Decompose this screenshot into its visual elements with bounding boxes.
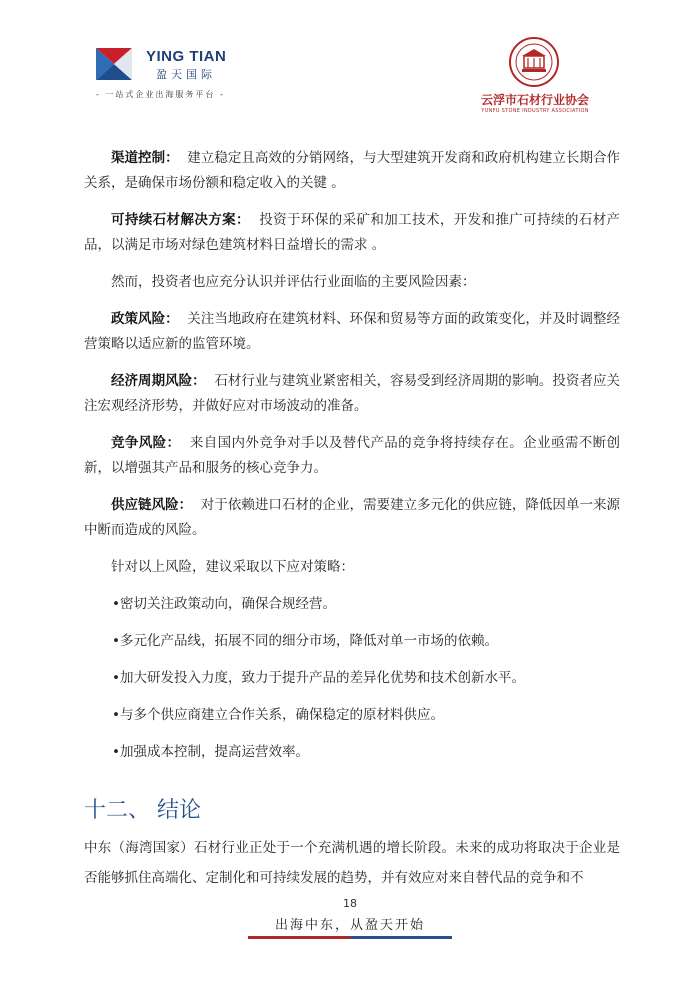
paragraph-economic-cycle-risk [84, 369, 620, 419]
paragraph-text: 建立稳定且高效的分销网络，与大型建筑开发商和政府机构建立长期合作关系，是确保市场份额和稳定收入的关键 。 [84, 150, 621, 191]
bullet-text: 与多个供应商建立合作关系，确保稳定的原材料供应。 [120, 707, 444, 723]
paragraph-label: 供应链风险： [111, 497, 193, 513]
yingtian-logo-mark [92, 44, 136, 84]
paragraph-text: 对于依赖进口石材的企业，需要建立多元化的供应链，降低因单一来源中断而造成的风险。 [84, 497, 621, 538]
paragraph-risk-intro [84, 270, 620, 295]
paragraph-strategy-intro [84, 555, 620, 580]
paragraph-text: 针对以上风险，建议采取以下应对策略： [111, 559, 354, 575]
paragraph-label: 可持续石材解决方案： [111, 212, 250, 228]
bullet-text: 多元化产品线，拓展不同的细分市场，降低对单一市场的依赖。 [120, 633, 498, 649]
paragraph-policy-risk [84, 307, 620, 357]
bullet-item [84, 592, 620, 617]
paragraph-sustainable-solutions [84, 208, 620, 258]
association-name-en: YUNFU STONE INDUSTRY ASSOCIATION [481, 108, 589, 114]
yingtian-slogan: - 一站式企业出海服务平台 - [96, 90, 225, 99]
paragraph-text: 来自国内外竞争对手以及替代产品的竞争将持续存在。企业亟需不断创新，以增强其产品和服务的核心竞争力。 [84, 435, 621, 476]
paragraph-text: 石材行业与建筑业紧密相关，容易受到经济周期的影响。投资者应关注宏观经济形势，并做好应对市场波动的准备。 [84, 373, 621, 414]
bullet-dot: • [112, 670, 120, 686]
bullet-dot: • [112, 744, 120, 760]
bullet-item [84, 740, 620, 765]
association-seal-icon [508, 36, 560, 88]
paragraph-label: 渠道控制： [111, 150, 179, 166]
bullet-dot: • [112, 633, 120, 649]
yingtian-logo [92, 42, 242, 100]
bullet-dot: • [112, 707, 120, 723]
paragraph-text: 关注当地政府在建筑材料、环保和贸易等方面的政策变化，并及时调整经营策略以适应新的监管环境。 [84, 311, 621, 352]
bullet-text: 加强成本控制，提高运营效率。 [120, 744, 309, 760]
paragraph-label: 政策风险： [111, 311, 179, 327]
yunfu-association-logo [470, 36, 610, 116]
yingtian-name-en: YING TIAN [146, 48, 227, 65]
bullet-dot: • [112, 596, 120, 612]
section-heading-conclusion: 十二、 结论 [84, 798, 201, 823]
paragraph-competition-risk [84, 431, 620, 481]
paragraph-label: 经济周期风险： [111, 373, 206, 389]
page-number: 18 [343, 897, 357, 910]
yingtian-name-cn: 盈天国际 [156, 68, 216, 81]
paragraph-supply-chain-risk [84, 493, 620, 543]
bullet-item [84, 629, 620, 654]
paragraph-label: 竞争风险： [111, 435, 181, 451]
association-name-cn: 云浮市石材行业协会 [480, 93, 589, 107]
paragraph-text: 然而，投资者也应充分认识并评估行业面临的主要风险因素： [111, 274, 476, 290]
footer-slogan: 出海中东，从盈天开始 [274, 918, 425, 933]
paragraph-text: 投资于环保的采矿和加工技术，开发和推广可持续的石材产品，以满足市场对绿色建筑材料日益增长的需求 。 [84, 212, 621, 253]
bullet-text: 加大研发投入力度，致力于提升产品的差异化优势和技术创新水平。 [120, 670, 525, 686]
footer-divider [248, 936, 452, 939]
document-body [84, 146, 620, 777]
bullet-text: 密切关注政策动向，确保合规经营。 [120, 596, 336, 612]
conclusion-paragraph: 中东（海湾国家）石材行业正处于一个充满机遇的增长阶段。未来的成功将取决于企业是否能够抓住高端化、定制化和可持续发展的趋势，并有效应对来自替代品的竞争和不 [84, 840, 620, 886]
bullet-item [84, 666, 620, 691]
bullet-item [84, 703, 620, 728]
paragraph-channel-control [84, 146, 620, 196]
